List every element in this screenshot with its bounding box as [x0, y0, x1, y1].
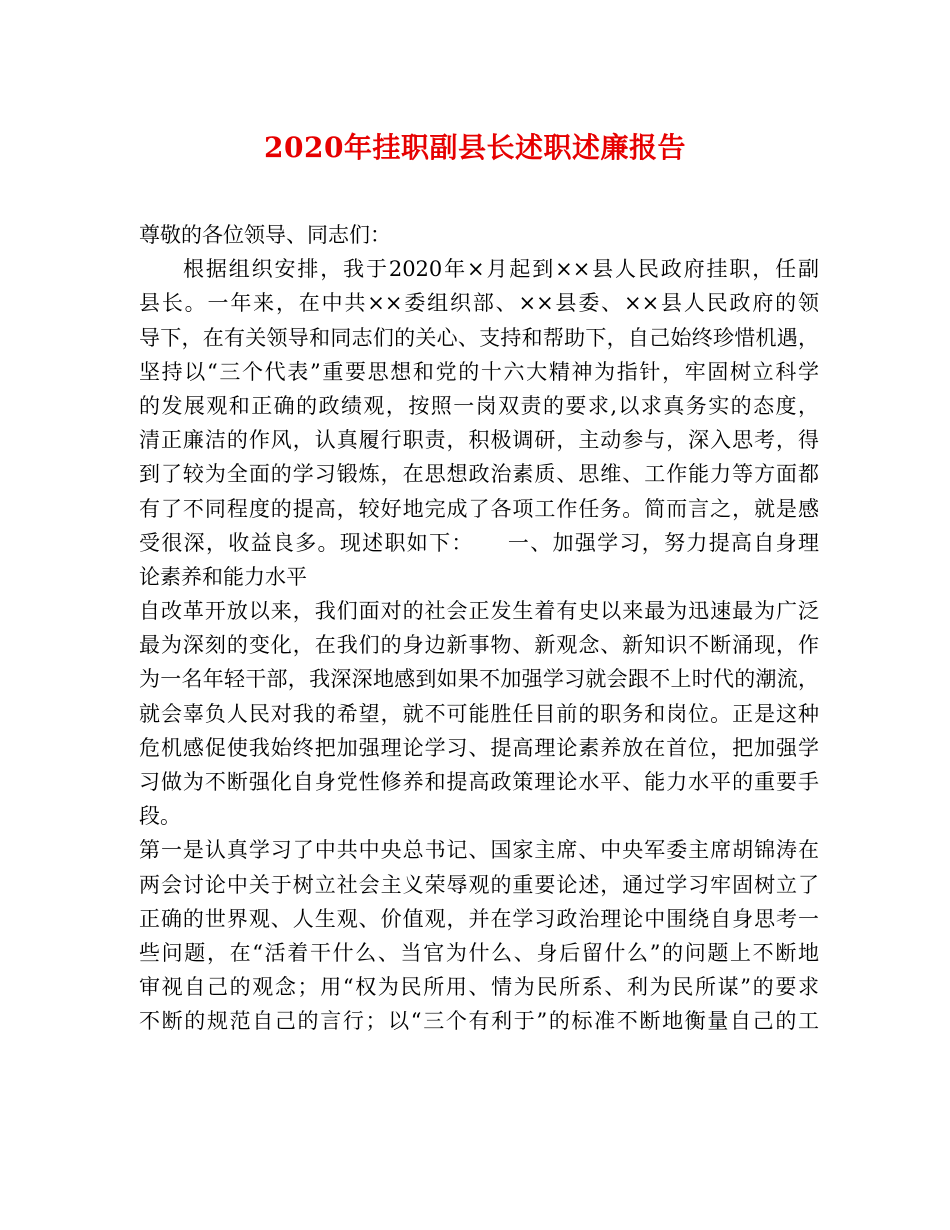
paragraph-line: 危机感促使我始终把加强理论学习、提高理论素养放在首位，把加强学	[139, 735, 819, 760]
paragraph-line: 为一名年轻干部，我深深地感到如果不加强学习就会跟不上时代的潮流，	[139, 667, 819, 692]
paragraph-line: 导下，在有关领导和同志们的关心、支持和帮助下，自己始终珍惜机遇，	[139, 325, 819, 350]
paragraph-line: 受很深，收益良多。现述职如下： 一、加强学习，努力提高自身理	[139, 530, 819, 555]
paragraph-line: 段。	[139, 804, 181, 829]
paragraph-line: 就会辜负人民对我的希望，就不可能胜任目前的职务和岗位。正是这种	[139, 701, 819, 726]
paragraph-line: 两会讨论中关于树立社会主义荣辱观的重要论述，通过学习牢固树立了	[139, 872, 819, 897]
paragraph-line: 正确的世界观、人生观、价值观，并在学习政治理论中围绕自身思考一	[139, 906, 819, 931]
paragraph-line: 县长。一年来，在中共××委组织部、××县委、××县人民政府的领	[139, 291, 819, 316]
paragraph-line: 有了不同程度的提高，较好地完成了各项工作任务。简而言之，就是感	[139, 496, 819, 521]
paragraph-line: 坚持以“三个代表”重要思想和党的十六大精神为指针，牢固树立科学	[139, 359, 819, 384]
document-title: 2020年挂职副县长述职述廉报告	[264, 131, 686, 164]
paragraph-line: 些问题，在“活着干什么、当官为什么、身后留什么”的问题上不断地	[139, 940, 819, 965]
paragraph-line: 的发展观和正确的政绩观，按照一岗双责的要求,以求真务实的态度，	[139, 393, 819, 418]
paragraph-line: 第一是认真学习了中共中央总书记、国家主席、中央军委主席胡锦涛在	[139, 838, 819, 863]
paragraph-line: 最为深刻的变化，在我们的身边新事物、新观念、新知识不断涌现，作	[139, 633, 819, 658]
paragraph-line: 根据组织安排，我于2020年×月起到××县人民政府挂职，任副	[183, 257, 819, 282]
paragraph-line: 习做为不断强化自身党性修养和提高政策理论水平、能力水平的重要手	[139, 770, 819, 794]
document-body	[139, 218, 819, 1039]
paragraph-line: 不断的规范自己的言行；以“三个有利于”的标准不断地衡量自己的工	[139, 1009, 819, 1034]
paragraph-line: 到了较为全面的学习锻炼，在思想政治素质、思维、工作能力等方面都	[139, 462, 819, 487]
paragraph-line: 审视自己的观念；用“权为民所用、情为民所系、利为民所谋”的要求	[139, 975, 819, 1000]
paragraph-line: 论素养和能力水平	[139, 564, 307, 589]
paragraph-line: 清正廉洁的作风，认真履行职责，积极调研，主动参与，深入思考，得	[139, 428, 819, 453]
salutation-line: 尊敬的各位领导、同志们：	[139, 223, 391, 247]
paragraph-line: 自改革开放以来，我们面对的社会正发生着有史以来最为迅速最为广泛	[139, 599, 819, 624]
